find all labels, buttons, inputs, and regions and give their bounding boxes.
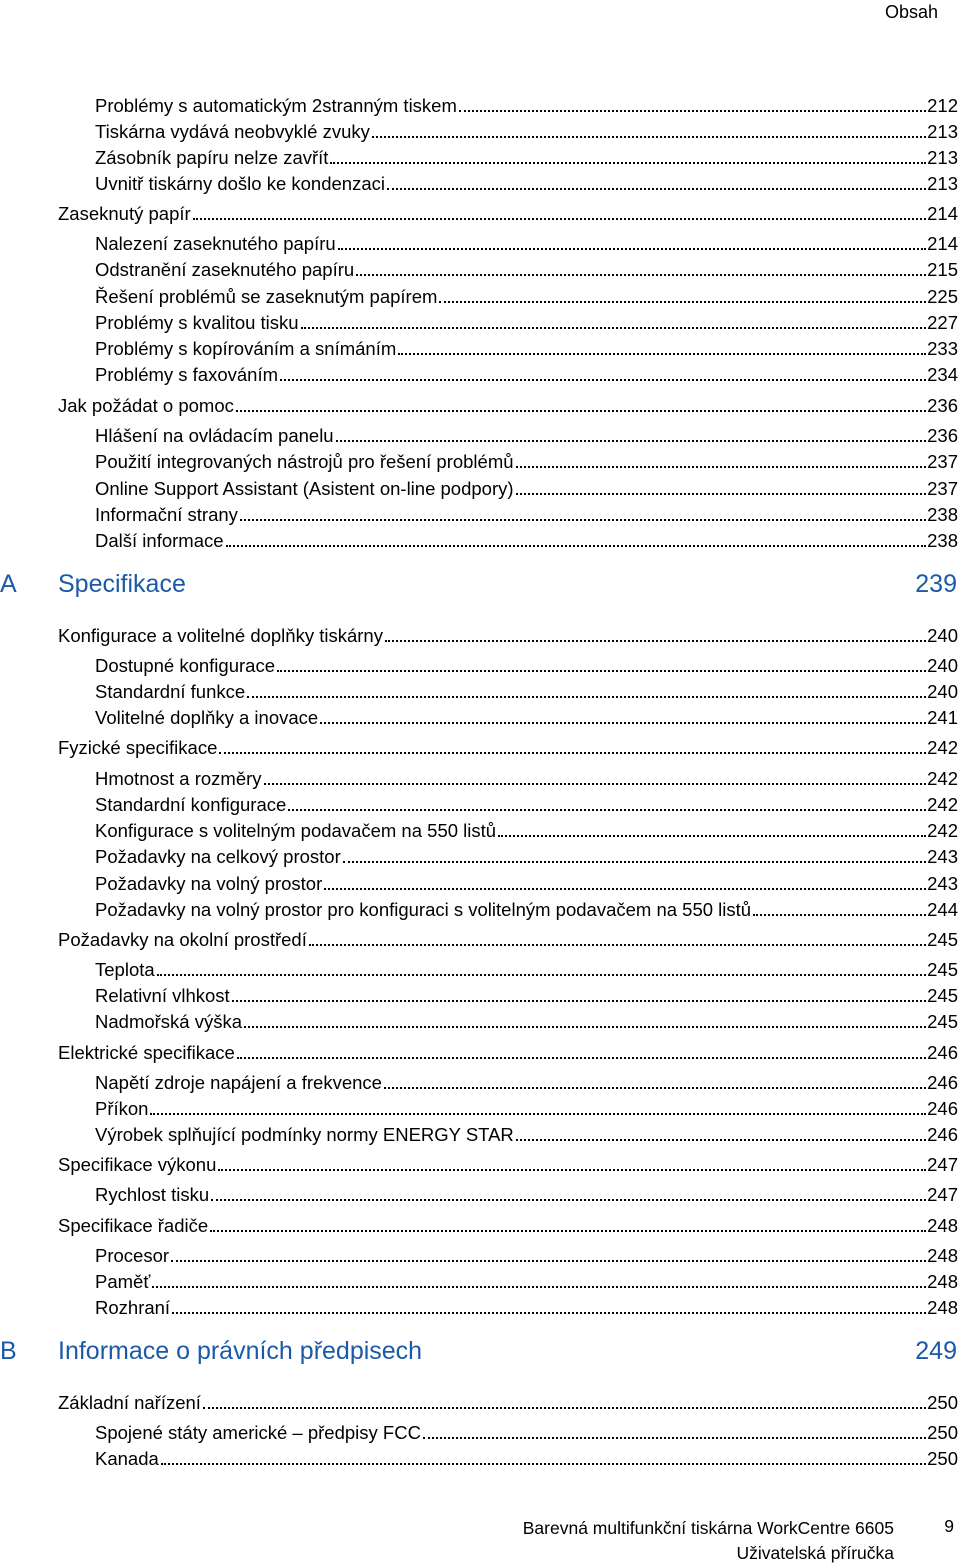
toc-entry-title: Použití integrovaných nástrojů pro řešení problémů xyxy=(95,451,514,472)
toc-entry-title: Nalezení zaseknutého papíru xyxy=(95,233,336,254)
toc-entry[interactable] xyxy=(95,680,958,704)
chapter-page: 239 xyxy=(915,570,957,598)
toc-entry-page: 242 xyxy=(927,737,958,758)
toc-entry-page: 238 xyxy=(927,530,958,551)
toc-entry[interactable] xyxy=(95,819,958,843)
toc-entry[interactable] xyxy=(95,958,958,982)
toc-leader xyxy=(309,944,926,946)
toc-leader xyxy=(385,640,926,642)
toc-entry[interactable] xyxy=(95,363,958,387)
toc-entry[interactable] xyxy=(95,1296,958,1320)
page-header xyxy=(840,0,960,36)
toc-leader xyxy=(320,722,926,724)
toc-entry-title: Nadmořská výška xyxy=(95,1011,243,1032)
chapter-letter: B xyxy=(0,1337,17,1365)
toc-leader xyxy=(226,545,927,547)
toc-entry-page: 225 xyxy=(927,286,958,307)
toc-entry[interactable] xyxy=(95,1270,958,1294)
toc-entry[interactable] xyxy=(95,529,958,553)
toc-leader xyxy=(193,218,926,220)
chapter-letter: A xyxy=(0,570,17,598)
toc-leader xyxy=(498,835,926,837)
toc-leader xyxy=(338,248,926,250)
toc-leader xyxy=(264,783,927,785)
toc-entry[interactable] xyxy=(58,202,958,226)
toc-entry-page: 241 xyxy=(927,707,958,728)
toc-entry[interactable] xyxy=(95,424,958,448)
toc-entry-page: 246 xyxy=(927,1072,958,1093)
toc-entry-title: Informační strany xyxy=(95,504,238,525)
toc-leader xyxy=(387,188,926,190)
toc-entry-title: Standardní konfigurace xyxy=(95,794,287,815)
toc-entry-title: Požadavky na volný prostor pro konfiguraci s volitelným podavačem na 550 listů xyxy=(95,899,752,920)
toc-entry-title: Fyzické specifikace xyxy=(58,737,218,758)
toc-entry-page: 236 xyxy=(927,395,958,416)
toc-leader xyxy=(172,1312,926,1314)
toc-entry[interactable] xyxy=(95,450,958,474)
toc-entry-page: 246 xyxy=(927,1042,958,1063)
toc-leader xyxy=(240,519,926,521)
toc-entry[interactable] xyxy=(58,624,958,648)
toc-entry-title: Uvnitř tiskárny došlo ke kondenzaci xyxy=(95,173,385,194)
toc-entry-page: 215 xyxy=(927,259,958,280)
toc-entry-title: Požadavky na volný prostor xyxy=(95,873,323,894)
toc-entry-page: 246 xyxy=(927,1098,958,1119)
toc-entry[interactable] xyxy=(95,1447,958,1471)
toc-entry-title: Problémy s kvalitou tisku xyxy=(95,312,299,333)
toc-entry-page: 236 xyxy=(927,425,958,446)
toc-entry-page: 238 xyxy=(927,504,958,525)
toc-entry-page: 227 xyxy=(927,312,958,333)
toc-entry-title: Problémy s automatickým 2stranným tiskem xyxy=(95,95,457,116)
toc-entry-title: Konfigurace a volitelné doplňky tiskárny xyxy=(58,625,383,646)
toc-entry[interactable] xyxy=(95,984,958,1008)
toc-leader xyxy=(232,1000,926,1002)
toc-entry[interactable] xyxy=(95,1123,958,1147)
chapter-heading[interactable] xyxy=(0,1337,960,1377)
toc-leader xyxy=(516,466,927,468)
toc-entry[interactable] xyxy=(95,845,958,869)
toc-entry-page: 248 xyxy=(927,1215,958,1236)
toc-leader xyxy=(398,353,926,355)
toc-entry-title: Další informace xyxy=(95,530,224,551)
toc-leader xyxy=(244,1026,926,1028)
toc-entry[interactable] xyxy=(95,258,958,282)
toc-entry-page: 212 xyxy=(927,95,958,116)
toc-leader xyxy=(157,974,926,976)
footer-product: Barevná multifunkční tiskárna WorkCentre 6605 xyxy=(522,1518,894,1538)
toc-entry-title: Online Support Assistant (Asistent on-line podpory) xyxy=(95,478,514,499)
toc-entry[interactable] xyxy=(95,793,958,817)
toc-leader xyxy=(218,1169,926,1171)
toc-leader xyxy=(753,914,926,916)
toc-leader xyxy=(384,1087,926,1089)
toc-leader xyxy=(516,1139,926,1141)
page-footer xyxy=(523,1516,894,1566)
toc-entry-title: Rychlost tisku xyxy=(95,1184,210,1205)
toc-leader xyxy=(171,1260,926,1262)
toc-leader xyxy=(219,752,926,754)
footer-guide: Uživatelská příručka xyxy=(736,1543,894,1563)
toc-entry[interactable] xyxy=(95,654,958,678)
toc-entry-title: Volitelné doplňky a inovace xyxy=(95,707,319,728)
toc-entry-title: Základní nařízení xyxy=(58,1392,201,1413)
toc-entry-title: Zásobník papíru nelze zavřít xyxy=(95,147,329,168)
toc-leader xyxy=(301,327,927,329)
toc-entry[interactable] xyxy=(95,1421,958,1445)
toc-entry[interactable] xyxy=(58,1214,958,1238)
toc-leader xyxy=(247,696,926,698)
toc-entry-page: 233 xyxy=(927,338,958,359)
toc-entry-page: 250 xyxy=(927,1422,958,1443)
toc-entry[interactable] xyxy=(95,1244,958,1268)
toc-entry-title: Dostupné konfigurace xyxy=(95,655,275,676)
toc-entry-page: 240 xyxy=(927,681,958,702)
toc-entry[interactable] xyxy=(58,1391,958,1415)
toc-entry[interactable] xyxy=(95,337,958,361)
toc-entry-page: 240 xyxy=(927,625,958,646)
toc-entry[interactable] xyxy=(95,120,958,144)
toc-entry-title: Hlášení na ovládacím panelu xyxy=(95,425,334,446)
toc-entry-page: 234 xyxy=(927,364,958,385)
toc-leader xyxy=(210,1230,926,1232)
toc-leader xyxy=(288,809,926,811)
toc-entry-title: Elektrické specifikace xyxy=(58,1042,235,1063)
toc-entry-page: 242 xyxy=(927,794,958,815)
toc-entry-page: 247 xyxy=(927,1184,958,1205)
toc-entry[interactable] xyxy=(95,1097,958,1121)
toc-entry-title: Konfigurace s volitelným podavačem na 550 listů xyxy=(95,820,497,841)
toc-entry-title: Spojené státy americké – předpisy FCC xyxy=(95,1422,421,1443)
toc-entry-title: Napětí zdroje napájení a frekvence xyxy=(95,1072,382,1093)
toc-leader xyxy=(280,379,926,381)
toc-leader xyxy=(237,1057,926,1059)
toc-leader xyxy=(324,888,926,890)
toc-entry-page: 248 xyxy=(927,1297,958,1318)
toc-entry-title: Rozhraní xyxy=(95,1297,171,1318)
toc-entry[interactable] xyxy=(95,146,958,170)
toc-entry-page: 245 xyxy=(927,929,958,950)
toc-entry-page: 237 xyxy=(927,451,958,472)
toc-entry[interactable] xyxy=(95,311,958,335)
toc-entry-page: 213 xyxy=(927,121,958,142)
toc-entry-title: Specifikace výkonu xyxy=(58,1154,217,1175)
toc-entry[interactable] xyxy=(95,503,958,527)
toc-entry[interactable] xyxy=(95,477,958,501)
toc-entry-title: Požadavky na okolní prostředí xyxy=(58,929,307,950)
toc-entry[interactable] xyxy=(58,1153,958,1177)
toc-entry-title: Odstranění zaseknutého papíru xyxy=(95,259,355,280)
toc-entry-title: Jak požádat o pomoc xyxy=(58,395,234,416)
toc-entry[interactable] xyxy=(95,1071,958,1095)
toc-entry-page: 250 xyxy=(927,1392,958,1413)
toc-leader xyxy=(439,301,926,303)
toc-entry[interactable] xyxy=(95,94,958,118)
toc-entry-title: Řešení problémů se zaseknutým papírem xyxy=(95,286,438,307)
toc-entry-page: 245 xyxy=(927,985,958,1006)
toc-entry[interactable] xyxy=(95,706,958,730)
toc-entry-page: 245 xyxy=(927,959,958,980)
toc-entry[interactable] xyxy=(95,767,958,791)
toc-entry-title: Procesor xyxy=(95,1245,170,1266)
chapter-title: Informace o právních předpisech xyxy=(58,1337,423,1365)
toc-entry-page: 243 xyxy=(927,873,958,894)
toc-leader xyxy=(150,1113,926,1115)
toc-entry-title: Tiskárna vydává neobvyklé zvuky xyxy=(95,121,370,142)
toc-leader xyxy=(161,1463,926,1465)
toc-entry-title: Standardní funkce xyxy=(95,681,246,702)
toc-entry[interactable] xyxy=(95,172,958,196)
toc-entry-page: 250 xyxy=(927,1448,958,1469)
toc-leader xyxy=(330,162,926,164)
chapter-page: 249 xyxy=(915,1337,957,1365)
toc-entry[interactable] xyxy=(95,232,958,256)
toc-entry-title: Teplota xyxy=(95,959,155,980)
toc-entry-title: Relativní vlhkost xyxy=(95,985,230,1006)
toc-entry-page: 213 xyxy=(927,147,958,168)
toc-leader xyxy=(203,1407,926,1409)
toc-entry-page: 214 xyxy=(927,233,958,254)
chapter-title: Specifikace xyxy=(58,570,186,598)
toc-leader xyxy=(423,1437,926,1439)
toc-entry[interactable] xyxy=(95,1183,958,1207)
toc-entry[interactable] xyxy=(95,872,958,896)
toc-entry[interactable] xyxy=(95,898,958,922)
toc-entry[interactable] xyxy=(58,736,958,760)
toc-entry-title: Výrobek splňující podmínky normy ENERGY STAR xyxy=(95,1124,514,1145)
toc-entry-page: 243 xyxy=(927,846,958,867)
toc-leader xyxy=(516,493,927,495)
chapter-heading[interactable] xyxy=(0,570,960,610)
toc-entry-title: Specifikace řadiče xyxy=(58,1215,209,1236)
toc-entry-page: 245 xyxy=(927,1011,958,1032)
toc-entry-title: Požadavky na celkový prostor xyxy=(95,846,341,867)
toc-leader xyxy=(277,670,926,672)
toc-entry-page: 240 xyxy=(927,655,958,676)
toc-entry-page: 213 xyxy=(927,173,958,194)
toc-entry-title: Problémy s kopírováním a snímáním xyxy=(95,338,397,359)
toc-leader xyxy=(152,1286,926,1288)
toc-entry-page: 248 xyxy=(927,1245,958,1266)
toc-entry-page: 246 xyxy=(927,1124,958,1145)
toc-entry-title: Příkon xyxy=(95,1098,149,1119)
toc-entry-title: Problémy s faxováním xyxy=(95,364,279,385)
toc-entry[interactable] xyxy=(95,285,958,309)
toc-entry-page: 214 xyxy=(927,203,958,224)
toc-leader xyxy=(459,110,926,112)
toc-entry-title: Kanada xyxy=(95,1448,159,1469)
section-title: Obsah xyxy=(884,2,938,22)
toc-entry-page: 242 xyxy=(927,820,958,841)
toc-entry-title: Paměť xyxy=(95,1271,151,1292)
toc-leader xyxy=(211,1199,926,1201)
toc-entry-title: Hmotnost a rozměry xyxy=(95,768,262,789)
toc-leader xyxy=(336,440,927,442)
toc-leader xyxy=(236,410,926,412)
toc-entry-page: 247 xyxy=(927,1154,958,1175)
toc-entry[interactable] xyxy=(58,1041,958,1065)
toc-entry-page: 244 xyxy=(927,899,958,920)
toc-entry[interactable] xyxy=(95,1010,958,1034)
toc-entry[interactable] xyxy=(58,928,958,952)
toc-leader xyxy=(372,136,926,138)
toc-entry-page: 248 xyxy=(927,1271,958,1292)
page-number: 9 xyxy=(944,1516,954,1536)
toc-leader xyxy=(356,274,926,276)
toc-entry-page: 237 xyxy=(927,478,958,499)
toc-entry[interactable] xyxy=(58,394,958,418)
toc-leader xyxy=(343,861,926,863)
toc-entry-title: Zaseknutý papír xyxy=(58,203,191,224)
toc-entry-page: 242 xyxy=(927,768,958,789)
